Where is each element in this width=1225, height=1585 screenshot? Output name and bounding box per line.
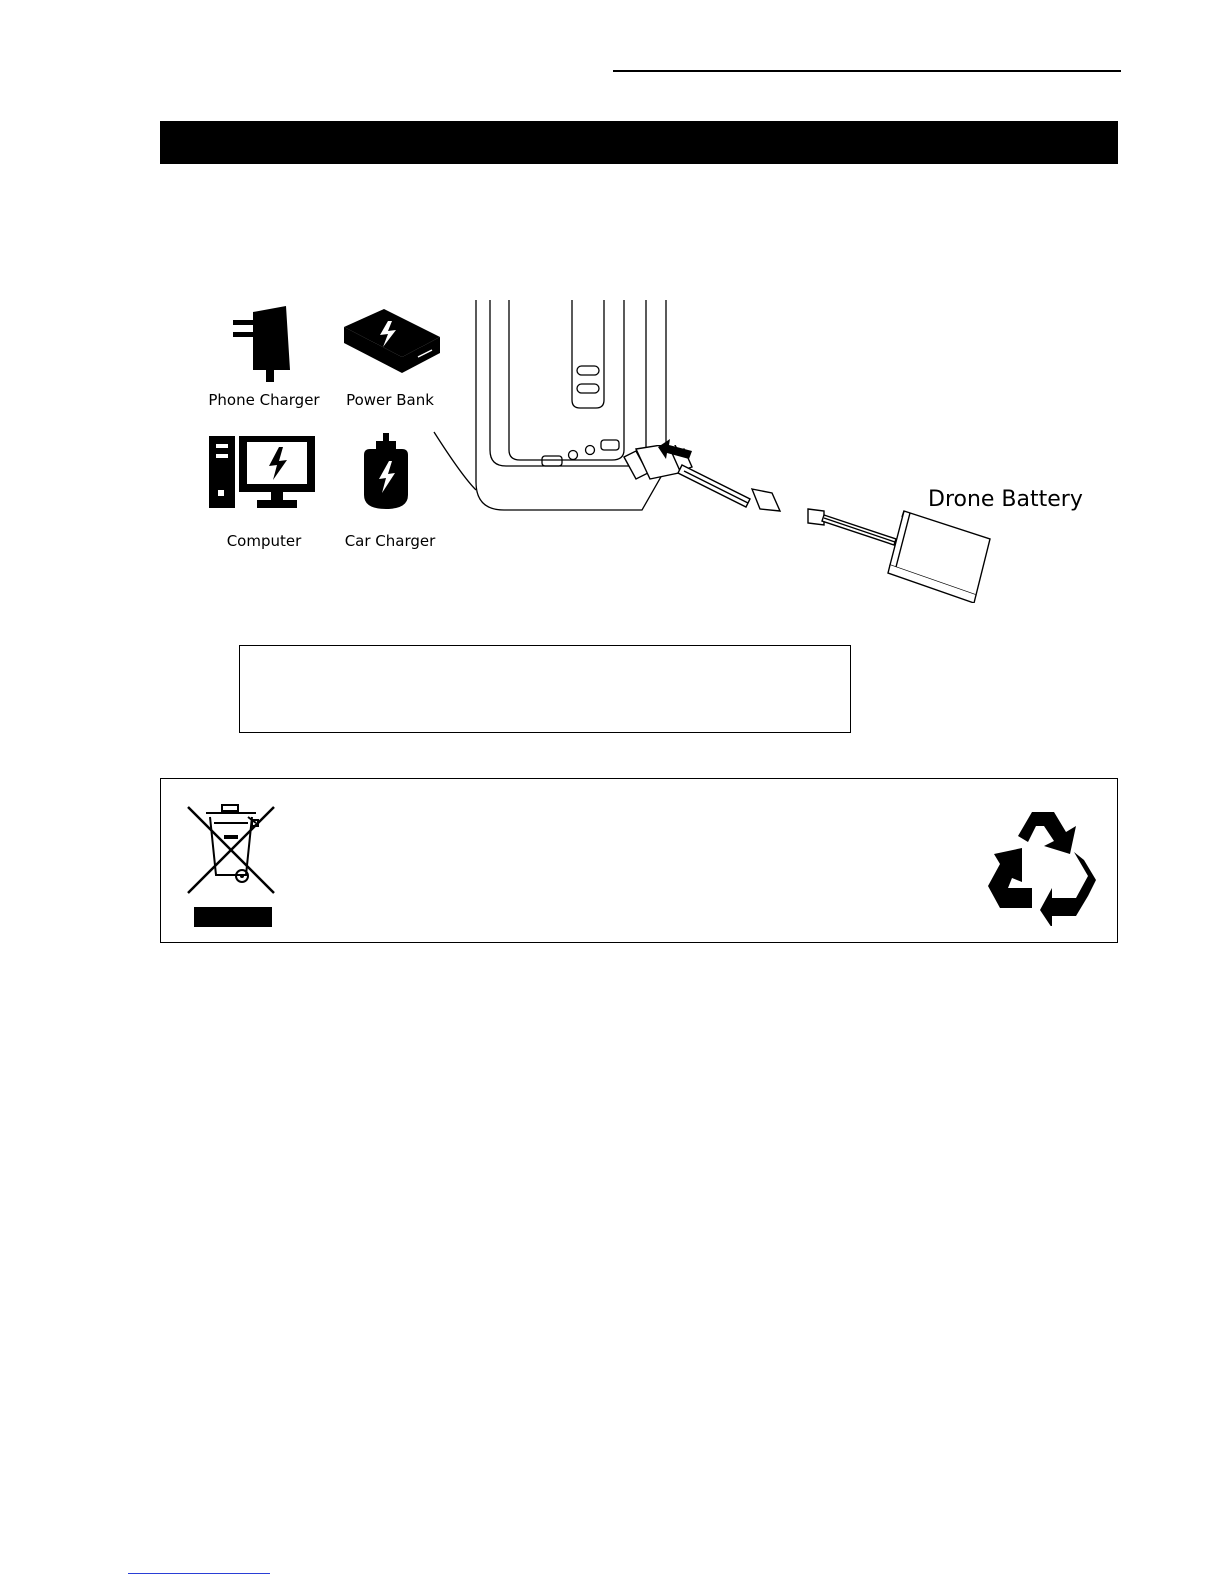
car-charger-icon: [362, 433, 412, 511]
note-box: [239, 645, 851, 733]
usb-charging-cable-icon: [622, 445, 807, 545]
power-bank-icon: [340, 307, 445, 377]
header-rule: [613, 70, 1121, 72]
recycle-icon: [984, 806, 1104, 926]
source-label-computer: Computer: [226, 532, 302, 550]
footer-link-underline[interactable]: [128, 1573, 270, 1574]
source-label-phone-charger: Phone Charger: [208, 391, 320, 409]
crossed-out-bin-icon: [186, 803, 280, 929]
disposal-notice-box: [160, 778, 1118, 943]
phone-charger-icon: [230, 304, 300, 384]
section-title-bar: [160, 121, 1118, 164]
insert-arrow-icon: [656, 437, 694, 463]
source-label-car-charger: Car Charger: [344, 532, 436, 550]
drone-battery-icon: [806, 503, 996, 603]
computer-icon: [209, 436, 319, 510]
drone-battery-label: Drone Battery: [928, 487, 1083, 512]
source-label-power-bank: Power Bank: [346, 391, 434, 409]
